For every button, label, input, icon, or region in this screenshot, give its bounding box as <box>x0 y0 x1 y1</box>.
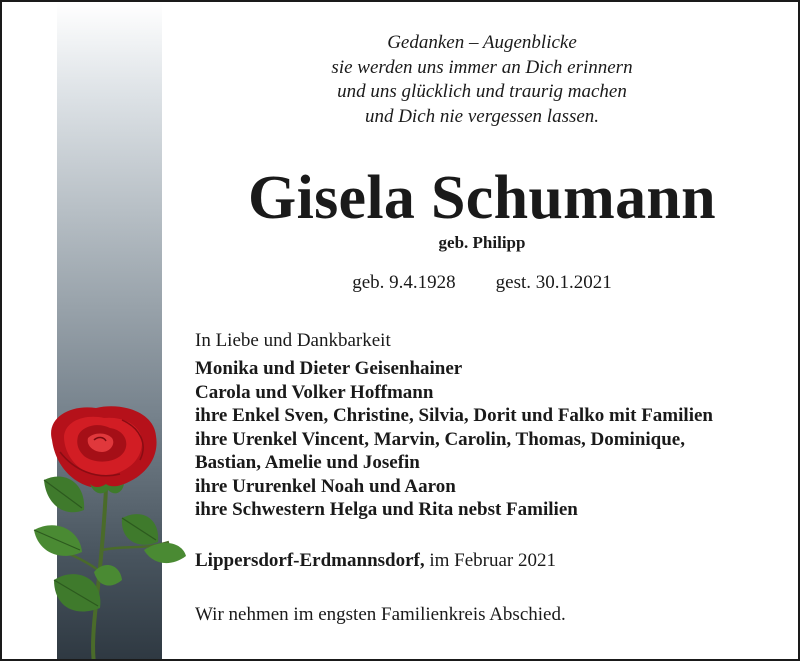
deceased-name: Gisela Schumann <box>248 164 716 232</box>
red-rose-image <box>24 400 189 661</box>
place-date: im Februar 2021 <box>424 550 557 571</box>
mourner-line: Monika und Dieter Geisenhainer <box>195 358 463 379</box>
poem-line: Gedanken – Augenblicke <box>387 32 577 53</box>
poem-line: und uns glücklich und traurig machen <box>337 81 627 102</box>
intro-text: In Liebe und Dankbarkeit <box>195 330 391 351</box>
life-dates <box>302 271 662 295</box>
poem-line: sie werden uns immer an Dich erinnern <box>331 56 633 78</box>
maiden-name: geb. Philipp <box>438 233 526 252</box>
mourners-list <box>195 357 795 522</box>
birth-date: geb. 9.4.1928 <box>352 272 456 293</box>
place-town: Lippersdorf-Erdmannsdorf, <box>195 550 425 571</box>
memorial-poem <box>242 31 722 129</box>
mourner-line: ihre Ururenkel Noah und Aaron <box>195 475 456 497</box>
mourner-line: ihre Urenkel Vincent, Marvin, Carolin, Thomas, Dominique, <box>195 428 685 450</box>
place-and-date <box>195 549 795 573</box>
farewell-note: Wir nehmen im engsten Familienkreis Abschied. <box>195 604 566 625</box>
mourner-line: Carola und Volker Hoffmann <box>195 381 434 403</box>
mourner-line: ihre Enkel Sven, Christine, Silvia, Dorit und Falko mit Familien <box>195 405 713 426</box>
poem-line: und Dich nie vergessen lassen. <box>364 105 600 127</box>
death-date: gest. 30.1.2021 <box>495 272 612 293</box>
mourner-line: Bastian, Amelie und Josefin <box>195 452 420 473</box>
mourner-line: ihre Schwestern Helga und Rita nebst Familien <box>195 499 578 520</box>
